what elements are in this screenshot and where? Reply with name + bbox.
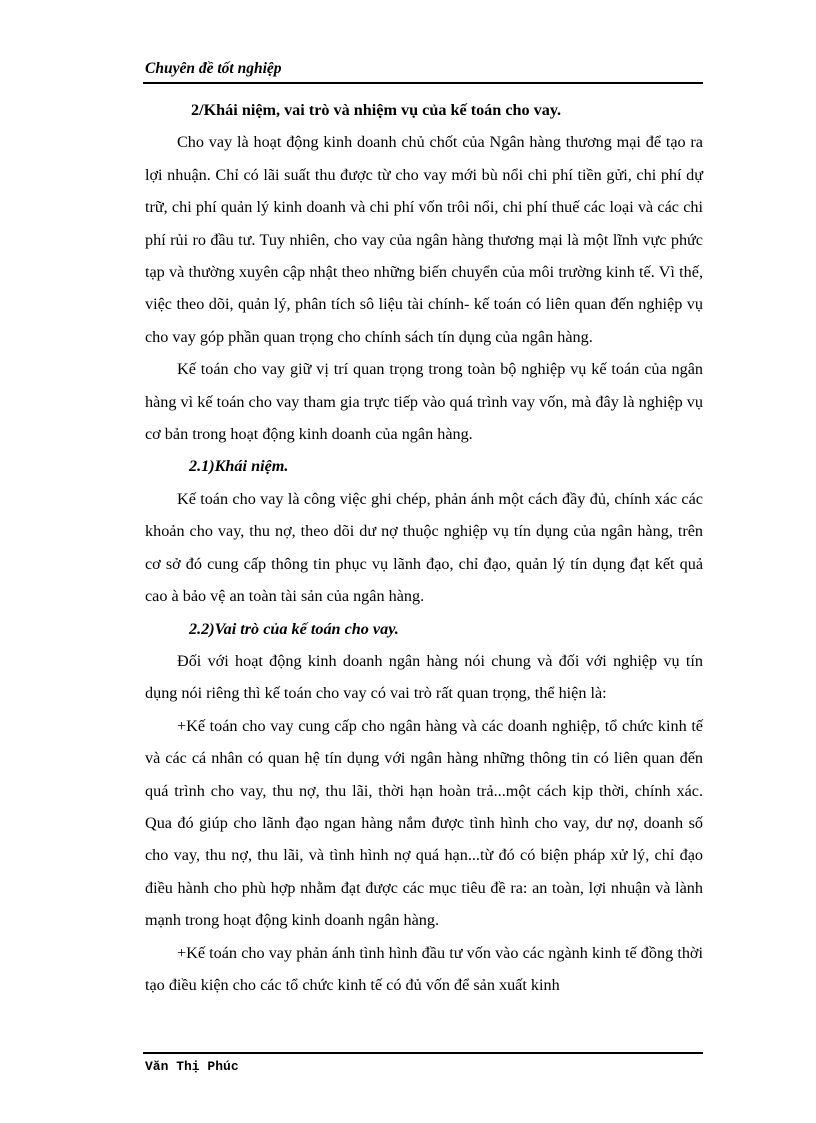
footer-author: Văn Thị Phúc bbox=[145, 1059, 239, 1074]
paragraph-intro: Cho vay là hoạt động kinh doanh chủ chốt của Ngân hàng thương mại để tạo ra lợi nhuận. Chỉ có lãi suất thu được từ cho vay mới bù nổi chi phí tiền gửi, chi phí dự trữ, chi phí quản lý kinh doanh và chi phí vốn trôi nổi, chi phí thuế các loại và các chi phí rủi ro đầu tư. Tuy nhiên, cho vay của ngân hàng thương mại là một lĩnh vực phức tạp và thường xuyên cập nhật theo những biến chuyển của môi trường kinh tế. Vì thế, việc theo dõi, quản lý, phân tích sô liệu tài chính- kế toán có liên quan đến nghiệp vụ cho vay góp phần quan trọng cho chính sách tín dụng của ngân hàng. bbox=[145, 133, 703, 346]
subsection-heading-role: 2.2)Vai trò của kế toán cho vay. bbox=[189, 619, 399, 638]
paragraph-role-summary: Kế toán cho vay giữ vị trí quan trọng trong toàn bộ nghiệp vụ kế toán của ngân hàng vì kế toán cho vay tham gia trực tiếp vào quá trình vay vốn, mà đây là nghiệp vụ cơ bản trong hoạt động kinh doanh của ngân hàng. bbox=[145, 360, 703, 444]
paragraph-role-point-1: +Kế toán cho vay cung cấp cho ngân hàng và các doanh nghiệp, tổ chức kinh tế và các cá nhân có quan hệ tín dụng với ngân hàng những thông tin có liên quan đến quá trình cho vay, thu nợ, thu lãi, thời hạn hoàn trả...một cách kịp thời, chính xác. Qua đó giúp cho lãnh đạo ngan hàng nắm được tình hình cho vay, dư nợ, doanh số cho vay, thu nợ, thu lãi, và tình hình nợ quá hạn...từ đó có biện pháp xử lý, chỉ đạo điều hành cho phù hợp nhằm đạt được các mục tiêu đề ra: an toàn, lợi nhuận và lành mạnh trong hoạt động kinh doanh ngân hàng. bbox=[145, 716, 703, 930]
paragraph-role-point-2: +Kế toán cho vay phản ánh tình hình đầu tư vốn vào các ngành kinh tế đồng thời tạo điều kiện cho các tổ chức kinh tế có đủ vốn để sản xuất kinh bbox=[145, 943, 703, 994]
subsection-heading-concept: 2.1)Khái niệm. bbox=[189, 457, 289, 476]
page-body bbox=[145, 94, 703, 1001]
section-heading: 2/Khái niệm, vai trò và nhiệm vụ của kế toán cho vay. bbox=[191, 101, 562, 119]
page-header-title: Chuyên đề tốt nghiệp bbox=[145, 60, 282, 77]
footer-rule bbox=[143, 1052, 703, 1054]
paragraph-concept: Kế toán cho vay là công việc ghi chép, phản ánh một cách đầy đủ, chính xác các khoản cho vay, thu nợ, theo dõi dư nợ thuộc nghiệp vụ tín dụng của ngân hàng, trên cơ sở đó cung cấp thông tin phục vụ lãnh đạo, chỉ đạo, quản lý tín dụng đạt kết quả cao à bảo vệ an toàn tài sản của ngân hàng. bbox=[145, 489, 703, 606]
paragraph-role-intro: Đối với hoạt động kinh doanh ngân hàng nói chung và đối với nghiệp vụ tín dụng nói riêng thì kế toán cho vay có vai trò rất quan trọng, thể hiện là: bbox=[145, 651, 703, 703]
header-rule bbox=[143, 82, 703, 84]
